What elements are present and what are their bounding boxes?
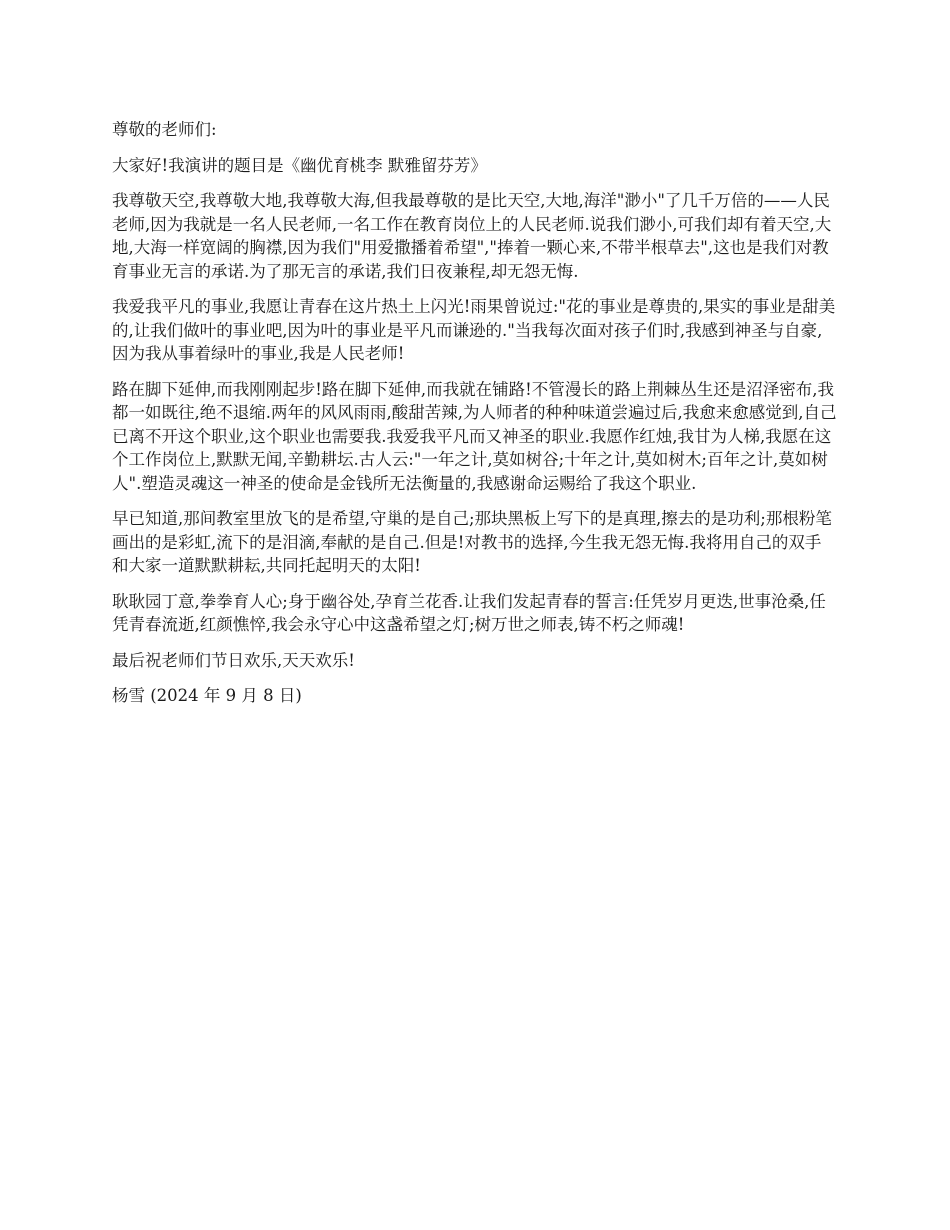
salutation: 尊敬的老师们:: [112, 120, 217, 139]
signature-line: 杨雪 (2024 年 9 月 8 日): [112, 686, 302, 705]
closing-line: 最后祝老师们节日欢乐,天天欢乐!: [112, 650, 355, 670]
body-paragraph: 我尊敬天空,我尊敬大地,我尊敬大海,但我最尊敬的是比天空,大地,海洋"渺小"了几千万倍的——人民老师,因为我就是一名人民老师,一名工作在教育岗位上的人民老师.说我们渺小,可我们却有着天空,大地,大海一样宽阔的胸襟,因为我们"用爱撒播着希望","捧着一颗心来,不带半根草去",这也是我们对教育事业无言的承诺.为了那无言的承诺,我们日夜兼程,却无怨无悔.: [112, 191, 832, 281]
greeting-line: 大家好!我演讲的题目是《幽优育桃李 默雅留芬芳》: [112, 155, 487, 175]
document-body: [112, 118, 837, 720]
body-paragraph: 早已知道,那间教室里放飞的是希望,守巢的是自己;那块黑板上写下的是真理,擦去的是功利;那根粉笔画出的是彩虹,流下的是泪滴,奉献的是自己.但是!对教书的选择,今生我无怨无悔.我将用自己的双手和大家一道默默耕耘,共同托起明天的太阳!: [112, 509, 832, 575]
body-paragraph: 路在脚下延伸,而我刚刚起步!路在脚下延伸,而我就在铺路!不管漫长的路上荆棘丛生还是沼泽密布,我都一如既往,绝不退缩.两年的风风雨雨,酸甜苦辣,为人师者的种种味道尝遍过后,我愈来愈感觉到,自己已离不开这个职业,这个职业也需要我.我爱我平凡而又神圣的职业.我愿作红烛,我甘为人梯,我愿在这个工作岗位上,默默无闻,辛勤耕坛.古人云:"一年之计,莫如树谷;十年之计,莫如树木;百年之计,莫如树人".塑造灵魂这一神圣的使命是金钱所无法衡量的,我感谢命运赐给了我这个职业.: [112, 379, 837, 493]
body-paragraph: 我爱我平凡的事业,我愿让青春在这片热土上闪光!雨果曾说过:"花的事业是尊贵的,果实的事业是甜美的,让我们做叶的事业吧,因为叶的事业是平凡而谦逊的."当我每次面对孩子们时,我感到神圣与自豪,因为我从事着绿叶的事业,我是人民老师!: [112, 297, 836, 363]
body-paragraph: 耿耿园丁意,拳拳育人心;身于幽谷处,孕育兰花香.让我们发起青春的誓言:任凭岁月更迭,世事沧桑,任凭青春流逝,红颜憔悴,我会永守心中这盏希望之灯;树万世之师表,铸不朽之师魂!: [112, 591, 826, 634]
